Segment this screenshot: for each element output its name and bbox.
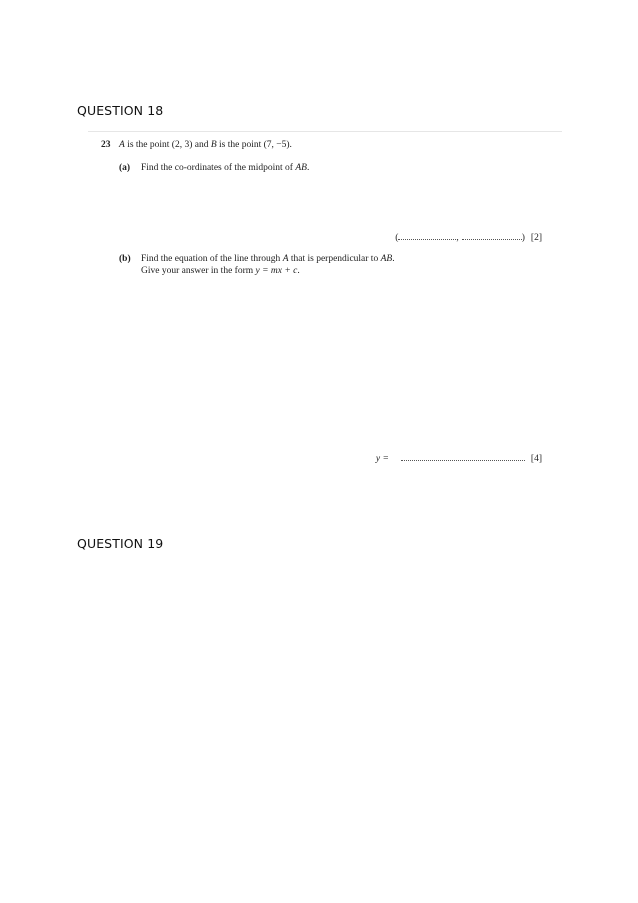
- question-18-heading: QUESTION 18: [77, 103, 164, 118]
- stem-text-2: is the point (7, −5).: [216, 140, 292, 150]
- question-number: 23: [101, 140, 111, 150]
- stem-text-1: is the point (2, 3) and: [124, 140, 211, 150]
- part-b-answer-label: y =: [375, 454, 389, 464]
- part-b-form: y = mx + c: [255, 266, 298, 276]
- scan-top-rule: [88, 131, 562, 132]
- part-b-answer-blank[interactable]: [401, 453, 525, 461]
- part-b-text-line-1: [141, 254, 395, 264]
- part-b-text-line-2: [141, 266, 300, 276]
- question-stem: [119, 140, 292, 150]
- answer-blank-x[interactable]: [398, 232, 456, 240]
- part-b-text1-end: .: [392, 254, 395, 264]
- answer-blank-y[interactable]: [462, 232, 522, 240]
- part-a-text-end: .: [306, 163, 310, 173]
- part-b-marks: [4]: [530, 454, 542, 464]
- part-b-text2-end: .: [297, 266, 300, 276]
- answer-open-paren: (: [395, 233, 399, 243]
- answer-close-paren: ): [521, 233, 525, 243]
- point-b-letter: B: [210, 140, 217, 150]
- part-a-marks: [2]: [530, 233, 542, 243]
- part-b-text1-var2: AB: [380, 254, 393, 264]
- part-b-text1-var1: A: [282, 254, 289, 264]
- part-b-text2-main: Give your answer in the form: [141, 266, 256, 276]
- point-a-letter: A: [119, 140, 125, 150]
- part-a-text: [141, 163, 309, 173]
- scanned-question: [88, 128, 564, 468]
- part-a-text-var: AB: [295, 163, 307, 173]
- part-b-label: (b): [119, 254, 131, 264]
- part-a-text-main: Find the co-ordinates of the midpoint of: [141, 163, 296, 173]
- question-19-heading: QUESTION 19: [77, 536, 164, 551]
- part-b-answer-line: [376, 453, 542, 464]
- part-b-text1-mid: that is perpendicular to: [288, 254, 381, 264]
- answer-comma: ,: [456, 233, 459, 243]
- part-a-label: (a): [119, 163, 131, 173]
- part-a-answer-line: [395, 232, 542, 243]
- part-b-text1-main: Find the equation of the line through: [141, 254, 283, 264]
